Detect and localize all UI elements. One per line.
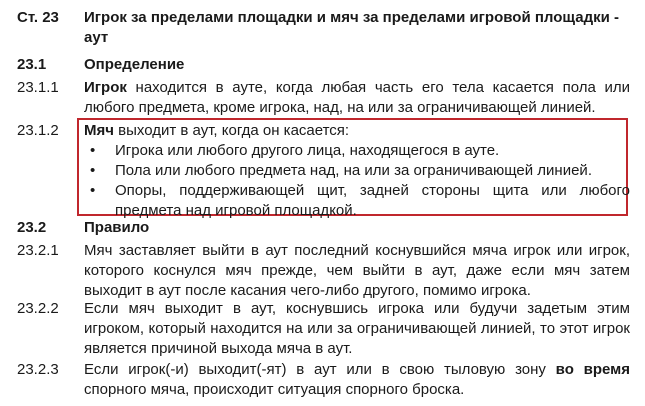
- article-number: Ст. 23: [17, 9, 59, 26]
- clause-body: спорного мяча, происходит ситуация спорного броска.: [84, 381, 465, 398]
- clause-number: 23.1.2: [17, 122, 59, 139]
- clause-number: 23.2.1: [17, 242, 59, 259]
- bullet-dot: •: [90, 182, 96, 199]
- bullet-list: [84, 141, 630, 221]
- list-item-text: Пола или любого предмета над, на или за ограничивающей линией.: [115, 162, 592, 179]
- clause-body: выходит в аут, когда он касается:: [113, 122, 350, 139]
- list-item-text: Игрока или любого другого лица, находящегося в ауте.: [115, 142, 500, 159]
- bullet-dot: •: [90, 162, 96, 179]
- article-title: Игрок за пределами площадки и мяч за пределами игровой площадки - аут: [84, 9, 619, 46]
- clause-number: 23.2.2: [17, 300, 59, 317]
- clause-text: Если мяч выходит в аут, коснувшись игрока или будучи задетым этим игроком, который находится на или за ограничивающей линией, то этот игрок является причиной выхода мяча в аут.: [84, 300, 630, 357]
- list-item: [84, 141, 630, 161]
- section-number: 23.1: [17, 56, 47, 73]
- clause-text: [84, 121, 630, 141]
- clause-bold-term: во время: [555, 361, 630, 378]
- clause-body: Если игрок(-и) выходит(-ят) в аут или в свою тыловую зону: [84, 361, 556, 378]
- clause-bold-term: Мяч: [84, 122, 114, 139]
- section-title: Определение: [84, 56, 185, 73]
- clause-body: находится в ауте, когда любая часть его тела касается пола или любого предмета, кроме игрока, над, на или за ограничивающей линией.: [84, 79, 630, 116]
- clause-number: 23.2.3: [17, 361, 59, 378]
- list-item: [84, 161, 630, 181]
- list-item-text: Опоры, поддерживающей щит, задней стороны щита или любого предмета над игровой площадкой.: [115, 182, 630, 219]
- clause-text: [84, 360, 630, 400]
- clause-text: Мяч заставляет выйти в аут последний коснувшийся мяча игрок или игрок, которого коснулся мяч прежде, чем выйти в аут, даже если мяч затем выходит в аут после касания чего-либо другого, помимо игрока.: [84, 242, 630, 299]
- section-number: 23.2: [17, 219, 47, 236]
- clause-text: [84, 78, 630, 118]
- bullet-dot: •: [90, 142, 96, 159]
- clause-bold-term: Игрок: [84, 79, 127, 96]
- list-item: [84, 181, 630, 221]
- section-title: Правило: [84, 219, 150, 236]
- clause-number: 23.1.1: [17, 79, 59, 96]
